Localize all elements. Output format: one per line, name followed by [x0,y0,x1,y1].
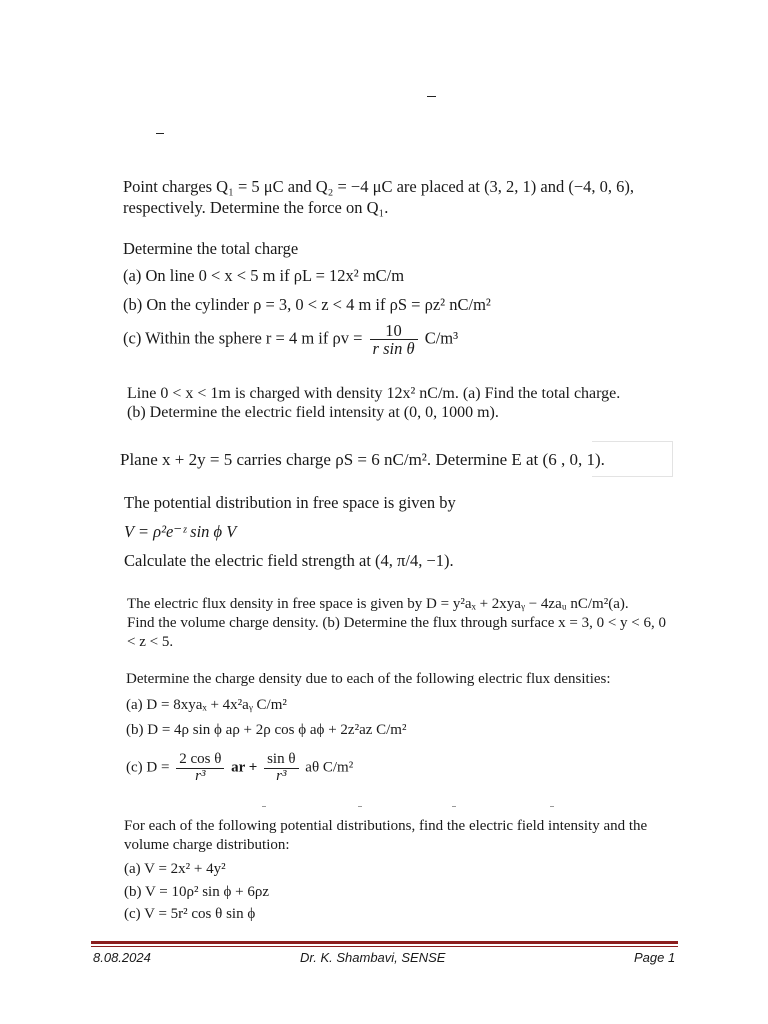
footer-author: Dr. K. Shambavi, SENSE [300,950,446,965]
problem-7-fraction-1-num: 2 cos θ [176,752,224,769]
problem-5-equation: V = ρ²e⁻ᶻ sin ϕ V [124,522,237,541]
problem-6-line-3: < z < 5. [127,634,174,650]
problem-2-part-c-text: (c) Within the sphere r = 4 m if ρv = [123,328,363,348]
footer-page-number: Page 1 [634,950,676,965]
separator-mark-4 [550,806,554,807]
problem-4-text: Plane x + 2y = 5 carries charge ρS = 6 nC/m². Determine E at ( [120,450,549,469]
problem-8-line-1: For each of the following potential distributions, find the electric field intensity and the [124,818,648,834]
problem-6-line-1: The electric flux density in free space is given by D = y²aₓ + 2xyaᵧ − 4zaᵤ nC/m²(a). [127,596,629,612]
problem-4-point: 6 , 0, 1). [548,450,605,469]
problem-7-title: Determine the charge density due to each of the following electric flux densities: [126,671,611,687]
problem-1-line-1: Point charges Q₁ = 5 μC and Q₂ = −4 μC are placed at (3, 2, 1) and (−4, 0, 6), [123,177,635,196]
footer-date: 8.08.2024 [93,950,151,965]
separator-mark-2 [358,806,362,807]
problem-2-fraction [370,322,418,358]
problem-8-part-b: (b) V = 10ρ² sin ϕ + 6ρz [124,884,269,900]
problem-5-line-1: The potential distribution in free space is given by [124,493,456,512]
problem-4-line [120,450,605,470]
problem-2-fraction-den: r sin θ [372,339,415,359]
problem-7-fraction-2-den: r³ [276,767,287,784]
problem-2-fraction-num: 10 [370,322,418,340]
problem-7-part-c-mid: ar + [231,759,258,776]
problem-3-line-1: Line 0 < x < 1m is charged with density 12x² nC/m. (a) Find the total charge. [127,385,621,402]
problem-7-part-c [126,752,353,785]
problem-2-part-a: (a) On line 0 < x < 5 m if ρL = 12x² mC/m [123,266,405,285]
problem-3-line-2: (b) Determine the electric field intensity at (0, 0, 1000 m). [127,404,499,421]
problem-7-fraction-2 [264,752,298,785]
separator-mark-3 [452,806,456,807]
problem-7-part-b: (b) D = 4ρ sin ϕ aρ + 2ρ cos ϕ aϕ + 2z²az C/m² [126,722,407,738]
problem-7-fraction-2-num: sin θ [264,752,298,769]
problem-2-part-c-unit: C/m³ [424,328,459,348]
footer-rule-thick [91,941,678,944]
problem-8-line-2: volume charge distribution: [124,837,290,853]
problem-1-line-2: respectively. Determine the force on Q₁. [123,198,389,217]
problem-8-part-c: (c) V = 5r² cos θ sin ϕ [124,906,256,922]
problem-2-part-b: (b) On the cylinder ρ = 3, 0 < z < 4 m if ρS = ρz² nC/m² [123,295,491,314]
problem-7-fraction-1-den: r³ [195,767,206,784]
problem-7-part-a: (a) D = 8xyaₓ + 4x²aᵧ C/m² [126,697,287,713]
problem-7-part-c-end: aθ C/m² [305,759,354,776]
problem-7-fraction-1 [176,752,224,785]
footer-rule-thin [91,946,678,947]
problem-8-part-a: (a) V = 2x² + 4y² [124,861,226,877]
stray-dash-top [427,96,436,97]
problem-5-line-3: Calculate the electric field strength at (4, π/4, −1). [124,551,454,570]
problem-6-line-2: Find the volume charge density. (b) Determine the flux through surface x = 3, 0 < y < 6, 0 [127,615,667,631]
problem-7-part-c-text: (c) D = [126,759,170,776]
problem-2-title: Determine the total charge [123,239,299,258]
stray-dash-left [156,133,164,134]
separator-mark-1 [262,806,266,807]
problem-2-part-c [123,322,458,358]
